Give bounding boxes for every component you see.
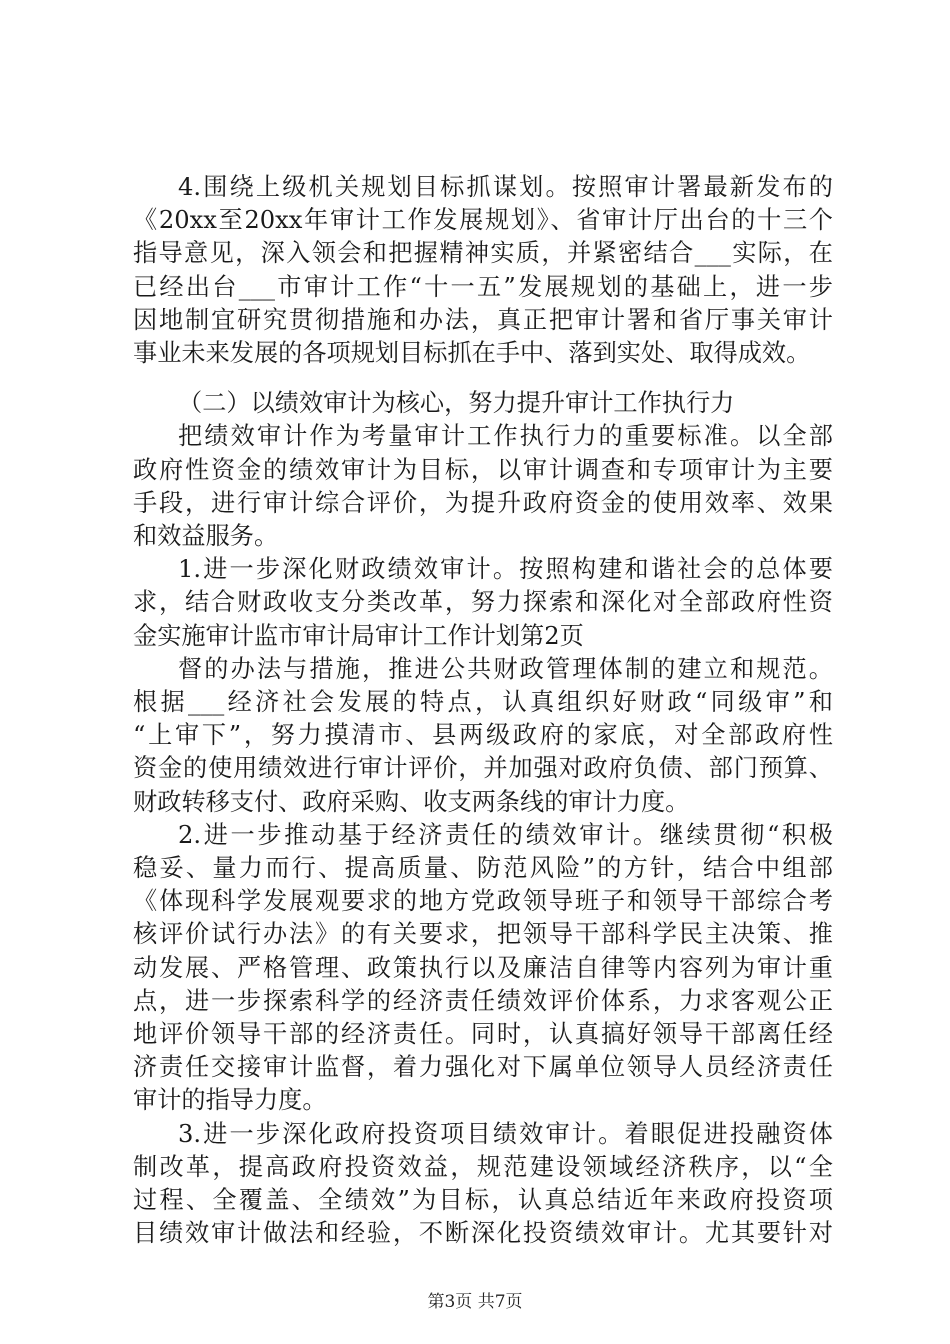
- paragraph-line: 事业未来发展的各项规划目标抓在手中、落到实处、取得成效。: [133, 339, 811, 367]
- paragraph-line: 动发展、严格管理、政策执行以及廉洁自律等内容列为审计重: [133, 953, 833, 982]
- paragraph-line: 4.围绕上级机关规划目标抓谋划。按照审计署最新发布的: [178, 173, 833, 201]
- paragraph-line: 《体现科学发展观要求的地方党政领导班子和领导干部综合考: [133, 887, 833, 916]
- page-footer: 第3页 共7页: [427, 1292, 523, 1312]
- paragraph-line: 核评价试行办法》的有关要求，把领导干部科学民主决策、推: [133, 920, 833, 949]
- paragraph-line: 审计的指导力度。: [133, 1086, 327, 1115]
- paragraph-line: 《20xx至20xx年审计工作发展规划》、省审计厅出台的十三个: [133, 206, 833, 235]
- paragraph-line: 稳妥、量力而行、提高质量、防范风险”的方针，结合中组部: [133, 854, 833, 882]
- paragraph-line: 3.进一步深化政府投资项目绩效审计。着眼促进投融资体: [178, 1119, 833, 1148]
- paragraph-line: 点，进一步探索科学的经济责任绩效评价体系，力求客观公正: [133, 986, 833, 1015]
- paragraph-line: 财政转移支付、政府采购、收支两条线的审计力度。: [133, 787, 690, 816]
- paragraph-line: 督的办法与措施，推进公共财政管理体制的建立和规范。: [178, 654, 833, 683]
- paragraph-line: 济责任交接审计监督，着力强化对下属单位领导人员经济责任: [133, 1053, 833, 1082]
- paragraph-line: 金实施审计监市审计局审计工作计划第2页: [133, 621, 584, 650]
- paragraph-line: 2.进一步推动基于经济责任的绩效审计。继续贯彻“积极: [178, 820, 833, 849]
- paragraph-line: 资金的使用绩效进行审计评价，并加强对政府负债、部门预算、: [133, 754, 833, 783]
- paragraph-line: 已经出台___市审计工作“十一五”发展规划的基础上，进一步: [133, 272, 833, 301]
- paragraph-line: 指导意见，深入领会和把握精神实质，并紧密结合___实际，在: [133, 239, 833, 268]
- paragraph-line: 目绩效审计做法和经验，不断深化投资绩效审计。尤其要针对: [133, 1219, 833, 1248]
- paragraph-line: 1.进一步深化财政绩效审计。按照构建和谐社会的总体要: [178, 555, 833, 584]
- paragraph-line: 过程、全覆盖、全绩效”为目标，认真总结近年来政府投资项: [133, 1186, 833, 1214]
- section-heading: （二）以绩效审计为核心，努力提升审计工作执行力: [178, 389, 735, 418]
- paragraph-line: 地评价领导干部的经济责任。同时，认真搞好领导干部离任经: [133, 1020, 833, 1048]
- paragraph-line: 根据___经济社会发展的特点，认真组织好财政“同级审”和: [133, 688, 833, 716]
- paragraph-line: 把绩效审计作为考量审计工作执行力的重要标准。以全部: [178, 422, 833, 451]
- paragraph-line: 求，结合财政收支分类改革，努力探索和深化对全部政府性资: [133, 588, 833, 617]
- paragraph-line: “上审下”，努力摸清市、县两级政府的家底，对全部政府性: [133, 721, 833, 750]
- paragraph-line: 制改革，提高政府投资效益，规范建设领域经济秩序，以“全: [133, 1152, 833, 1181]
- paragraph-line: 因地制宜研究贯彻措施和办法，真正把审计署和省厅事关审计: [133, 305, 833, 334]
- paragraph-line: 和效益服务。: [133, 522, 279, 550]
- paragraph-line: 手段，进行审计综合评价，为提升政府资金的使用效率、效果: [133, 488, 833, 517]
- paragraph-line: 政府性资金的绩效审计为目标，以审计调查和专项审计为主要: [133, 455, 833, 484]
